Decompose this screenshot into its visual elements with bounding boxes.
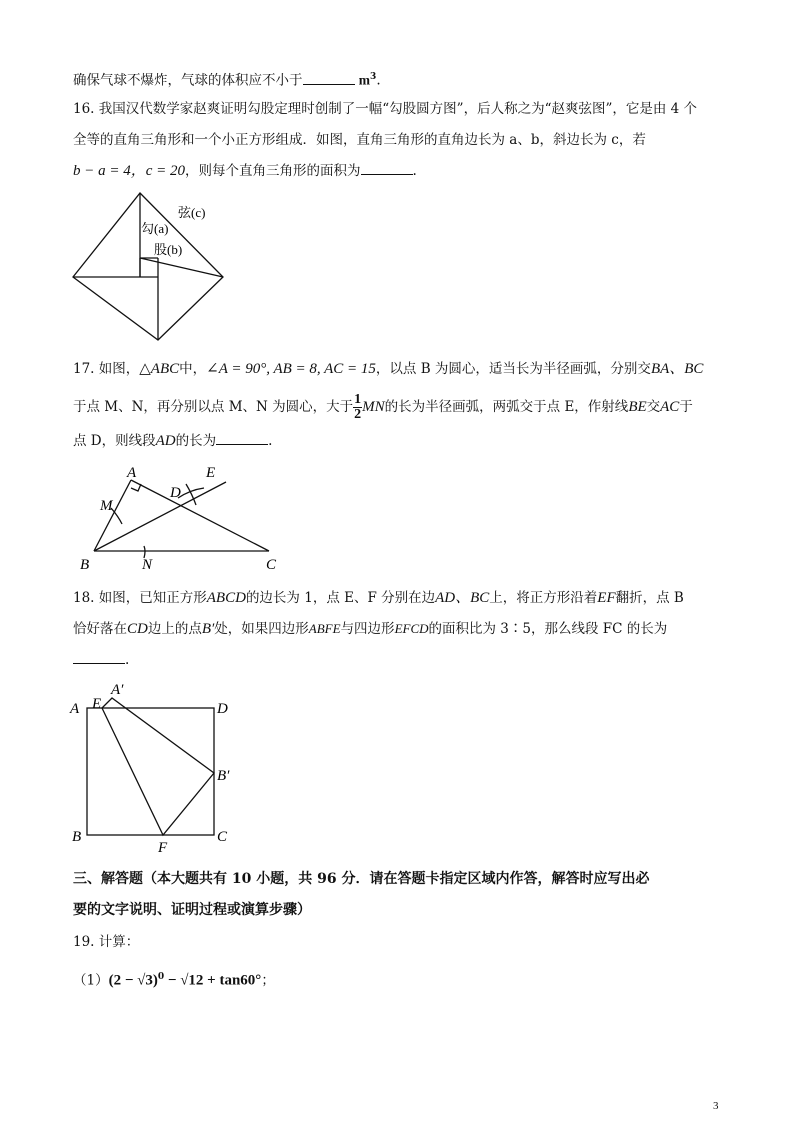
fig17-label-N: N (142, 557, 153, 573)
q18-line1-d: 翻折，点 B (615, 590, 684, 606)
q18-abcd: ABCD (206, 590, 246, 606)
q17-ac: AC (660, 399, 680, 415)
q16-condition: b − a = 4，c = 20 (73, 163, 186, 179)
q18-line2 (73, 620, 667, 638)
fig18-label-D: D (217, 701, 228, 717)
q16-end: . (412, 163, 417, 179)
q18-ad-bc: AD、BC (435, 590, 490, 606)
fig17-label-E: E (206, 465, 216, 481)
zhao-shuang-diagram (68, 190, 228, 350)
q17-line3-a: 点 D，则线段 (73, 433, 156, 449)
fig16-label-a: 勾(a) (141, 221, 169, 236)
q16-line1: 16. 我国汉代数学家赵爽证明勾股定理时创制了一幅“勾股圆方图”，后人称之为“赵爽弦图”，它是由 4 个 (73, 101, 698, 117)
q18-line2-e: 的面积比为 3∶5，那么线段 FC 的长为 (428, 621, 668, 637)
fig17-label-A: A (127, 465, 137, 481)
q17-line3-b: 的长为 (175, 433, 217, 449)
q17-frac-den: 2 (354, 407, 362, 422)
q18-blank (73, 651, 125, 664)
fig18-label-E: E (92, 696, 102, 712)
q18-line3 (73, 651, 129, 669)
fig18-label-A: A (70, 701, 80, 717)
q17-end: . (268, 433, 273, 449)
q18-efcd: EFCD (394, 621, 429, 636)
fig18-label-C: C (217, 829, 228, 845)
q19-expr-a: (2 − √3) (108, 972, 158, 989)
q17-frac-num: 1 (354, 392, 362, 407)
fig18-label-B: B (72, 829, 82, 845)
fig18-label-F: F (158, 840, 168, 854)
q15-unit: m (358, 72, 371, 88)
q17-yu: 于 (679, 399, 693, 415)
q17-line2-b: 的长为半径画弧，两弧交于点 E，作射线 (384, 399, 629, 415)
q17-line1 (73, 360, 703, 378)
q16-blank (361, 162, 413, 175)
q17-line2-a: 于点 M、N，再分别以点 M、N 为圆心，大于 (73, 399, 354, 415)
q18-end: . (125, 652, 130, 668)
q18-line1-b: 的边长为 1，点 E、F 分别在边 (245, 590, 436, 606)
q18-square-figure (66, 678, 246, 854)
q17-line3 (73, 432, 272, 450)
q19-end: ； (261, 972, 275, 989)
q18-line1 (73, 589, 684, 607)
fig16-label-hyp: 弦(c) (178, 205, 206, 220)
q18-line2-c: 处，如果四边形 (214, 621, 309, 637)
q18-cd: CD (127, 621, 148, 637)
q18-line2-a: 恰好落在 (73, 621, 127, 637)
q17-blank (216, 432, 268, 445)
page-number: 3 (713, 1100, 719, 1112)
q17-condition: ∠A = 90°, AB = 8, AC = 15 (206, 361, 376, 377)
fig17-label-M: M (100, 498, 113, 514)
q19-part1 (73, 968, 275, 990)
q15-text: 确保气球不爆炸，气球的体积应不小于 (73, 72, 303, 89)
q19-expr-exp: 0 (157, 972, 165, 982)
q15-unit-exp: 3 (370, 72, 377, 82)
q16-line3 (73, 162, 417, 180)
q18-ef: EF (597, 590, 616, 606)
section3-heading-line1: 三、解答题（本大题共有 10 小题，共 96 分．请在答题卡指定区域内作答，解答时应写出必 (73, 871, 650, 887)
q17-line2 (73, 393, 693, 422)
q17-mn: MN (362, 399, 385, 415)
q15-tail: . (376, 72, 381, 89)
q17-line1-tail: ，以点 B 为圆心，适当长为半径画弧，分别交 (375, 361, 651, 377)
q18-bprime: B′ (201, 621, 215, 637)
q17-fraction (353, 393, 362, 422)
q18-line1-a: 18. 如图，已知正方形 (73, 590, 207, 606)
fig17-label-C: C (266, 557, 277, 573)
q17-be: BE (628, 399, 647, 415)
fig17-label-D: D (170, 485, 181, 501)
q18-line2-d: 与四边形 (340, 621, 395, 637)
q19-expr-b: − √12 + tan60° (164, 972, 262, 989)
q17-ad: AD (155, 433, 176, 449)
q15-line (73, 68, 381, 90)
q15-blank (303, 72, 355, 85)
fig16-label-b: 股(b) (154, 242, 183, 257)
q17-triangle: △ABC (139, 361, 180, 377)
q18-line2-b: 边上的点 (147, 621, 202, 637)
q17-mid: 中， (179, 361, 207, 377)
q18-line1-c: 上，将正方形沿着 (489, 590, 598, 606)
fig18-label-Bprime: B′ (217, 768, 230, 784)
q17-jiao: 交 (646, 399, 661, 415)
q16-line2: 全等的直角三角形和一个小正方形组成．如图，直角三角形的直角边长为 a、b，斜边长为 c，若 (73, 132, 646, 148)
q19-title: 19. 计算： (73, 934, 140, 950)
q16-line3-tail: ，则每个直角三角形的面积为 (185, 163, 361, 179)
q18-abfe: ABFE (308, 621, 341, 636)
fig17-label-B: B (80, 557, 90, 573)
q17-triangle-figure (74, 460, 294, 575)
q19-part1-label: （1） (73, 972, 109, 989)
q17-segments: BA、BC (650, 361, 704, 377)
fig18-label-Aprime: A′ (111, 682, 124, 698)
section3-heading-line2: 要的文字说明、证明过程或演算步骤） (73, 902, 311, 918)
q17-intro: 17. 如图， (73, 361, 140, 377)
